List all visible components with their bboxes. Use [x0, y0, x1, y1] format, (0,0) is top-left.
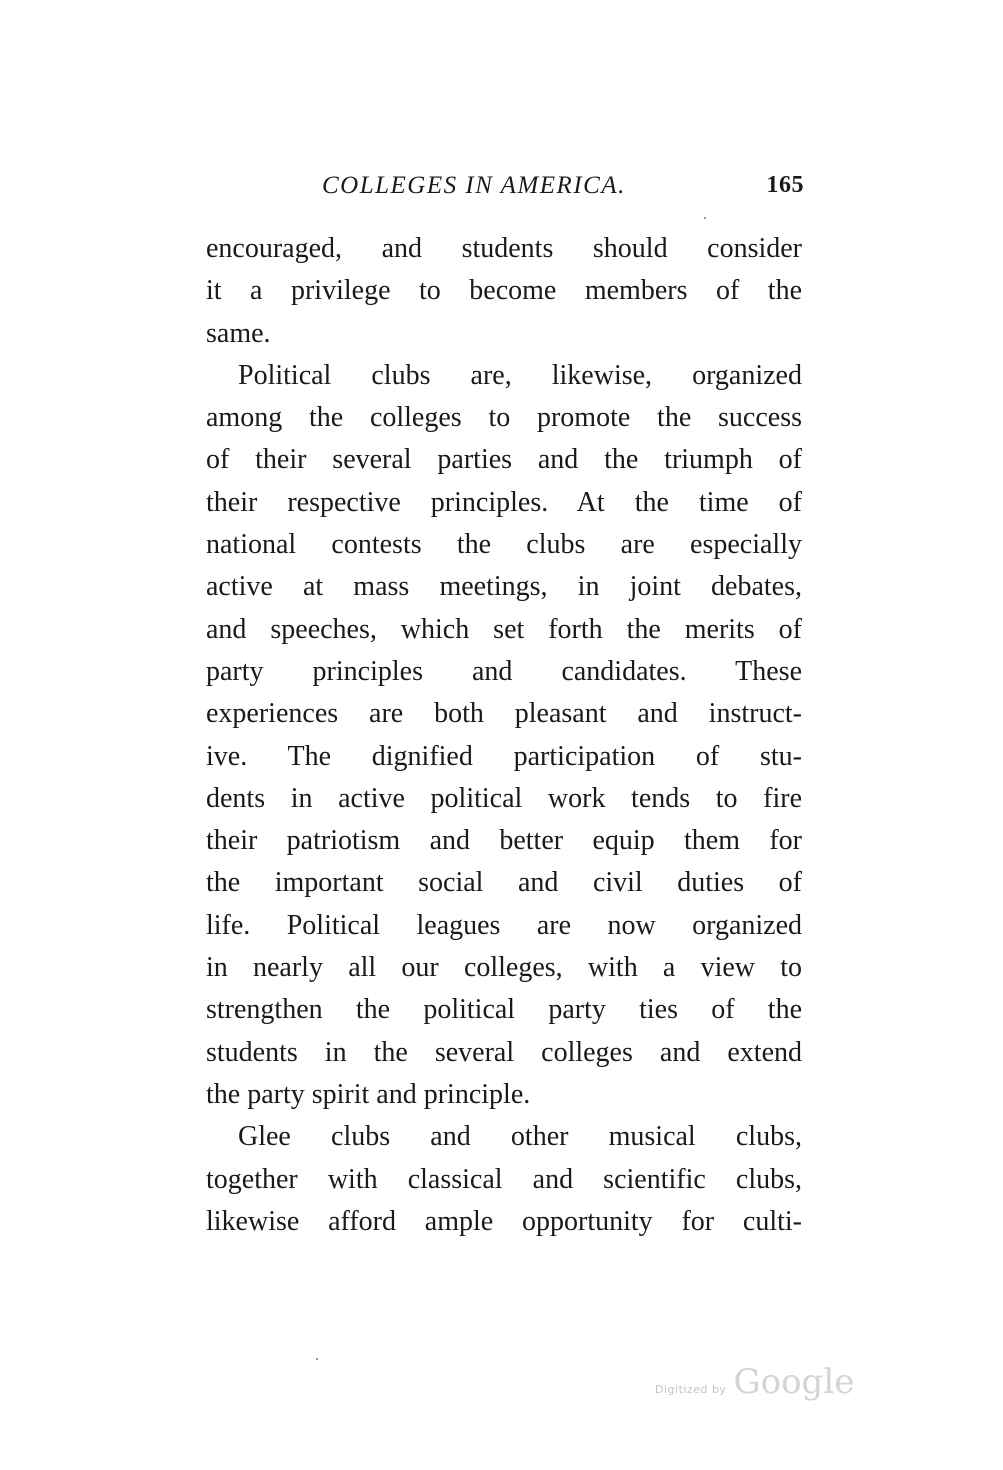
- running-head: [322, 172, 804, 206]
- text-line: encouraged, and students should consider: [206, 233, 802, 264]
- text-line: in nearly all our colleges, with a view to: [206, 952, 802, 984]
- text-line: students in the several colleges and extend: [206, 1036, 802, 1068]
- text-line: their respective principles. At the time of: [206, 486, 802, 518]
- running-title: COLLEGES IN AMERICA.: [322, 172, 626, 199]
- text-line: same.: [206, 317, 271, 349]
- text-line: national contests the clubs are especially: [206, 529, 802, 561]
- text-line: it a privilege to become members of the: [206, 275, 802, 307]
- text-line: likewise afford ample opportunity for culti-: [206, 1205, 802, 1237]
- text-line: ive. The dignified participation of stu-: [206, 740, 802, 772]
- text-line: the party spirit and principle.: [206, 1078, 531, 1110]
- text-line: life. Political leagues are now organized: [206, 909, 802, 941]
- google-logo-text: Google: [733, 1362, 855, 1402]
- paragraph-start-line: Political clubs are, likewise, organized: [238, 359, 802, 391]
- page-number: 165: [766, 172, 804, 198]
- text-line: dents in active political work tends to fire: [206, 782, 802, 814]
- text-line: of their several parties and the triumph of: [206, 444, 802, 476]
- print-speck: [316, 1358, 318, 1360]
- text-line: among the colleges to promote the success: [206, 402, 802, 434]
- text-line: experiences are both pleasant and instruct-: [206, 698, 802, 730]
- text-line: together with classical and scientific clubs,: [206, 1163, 802, 1195]
- text-line: the important social and civil duties of: [206, 867, 802, 899]
- digitized-by-google-watermark: [655, 1362, 854, 1412]
- text-line: strengthen the political party ties of the: [206, 994, 802, 1026]
- text-line: party principles and candidates. These: [206, 655, 802, 687]
- text-line: active at mass meetings, in joint debates,: [206, 571, 802, 603]
- body-text: [206, 228, 802, 1243]
- print-speck: [704, 217, 706, 219]
- watermark-prefix: Digitized by: [655, 1383, 727, 1396]
- text-line: and speeches, which set forth the merits of: [206, 613, 802, 645]
- paragraph-start-line: Glee clubs and other musical clubs,: [238, 1121, 802, 1153]
- text-line: their patriotism and better equip them for: [206, 825, 802, 857]
